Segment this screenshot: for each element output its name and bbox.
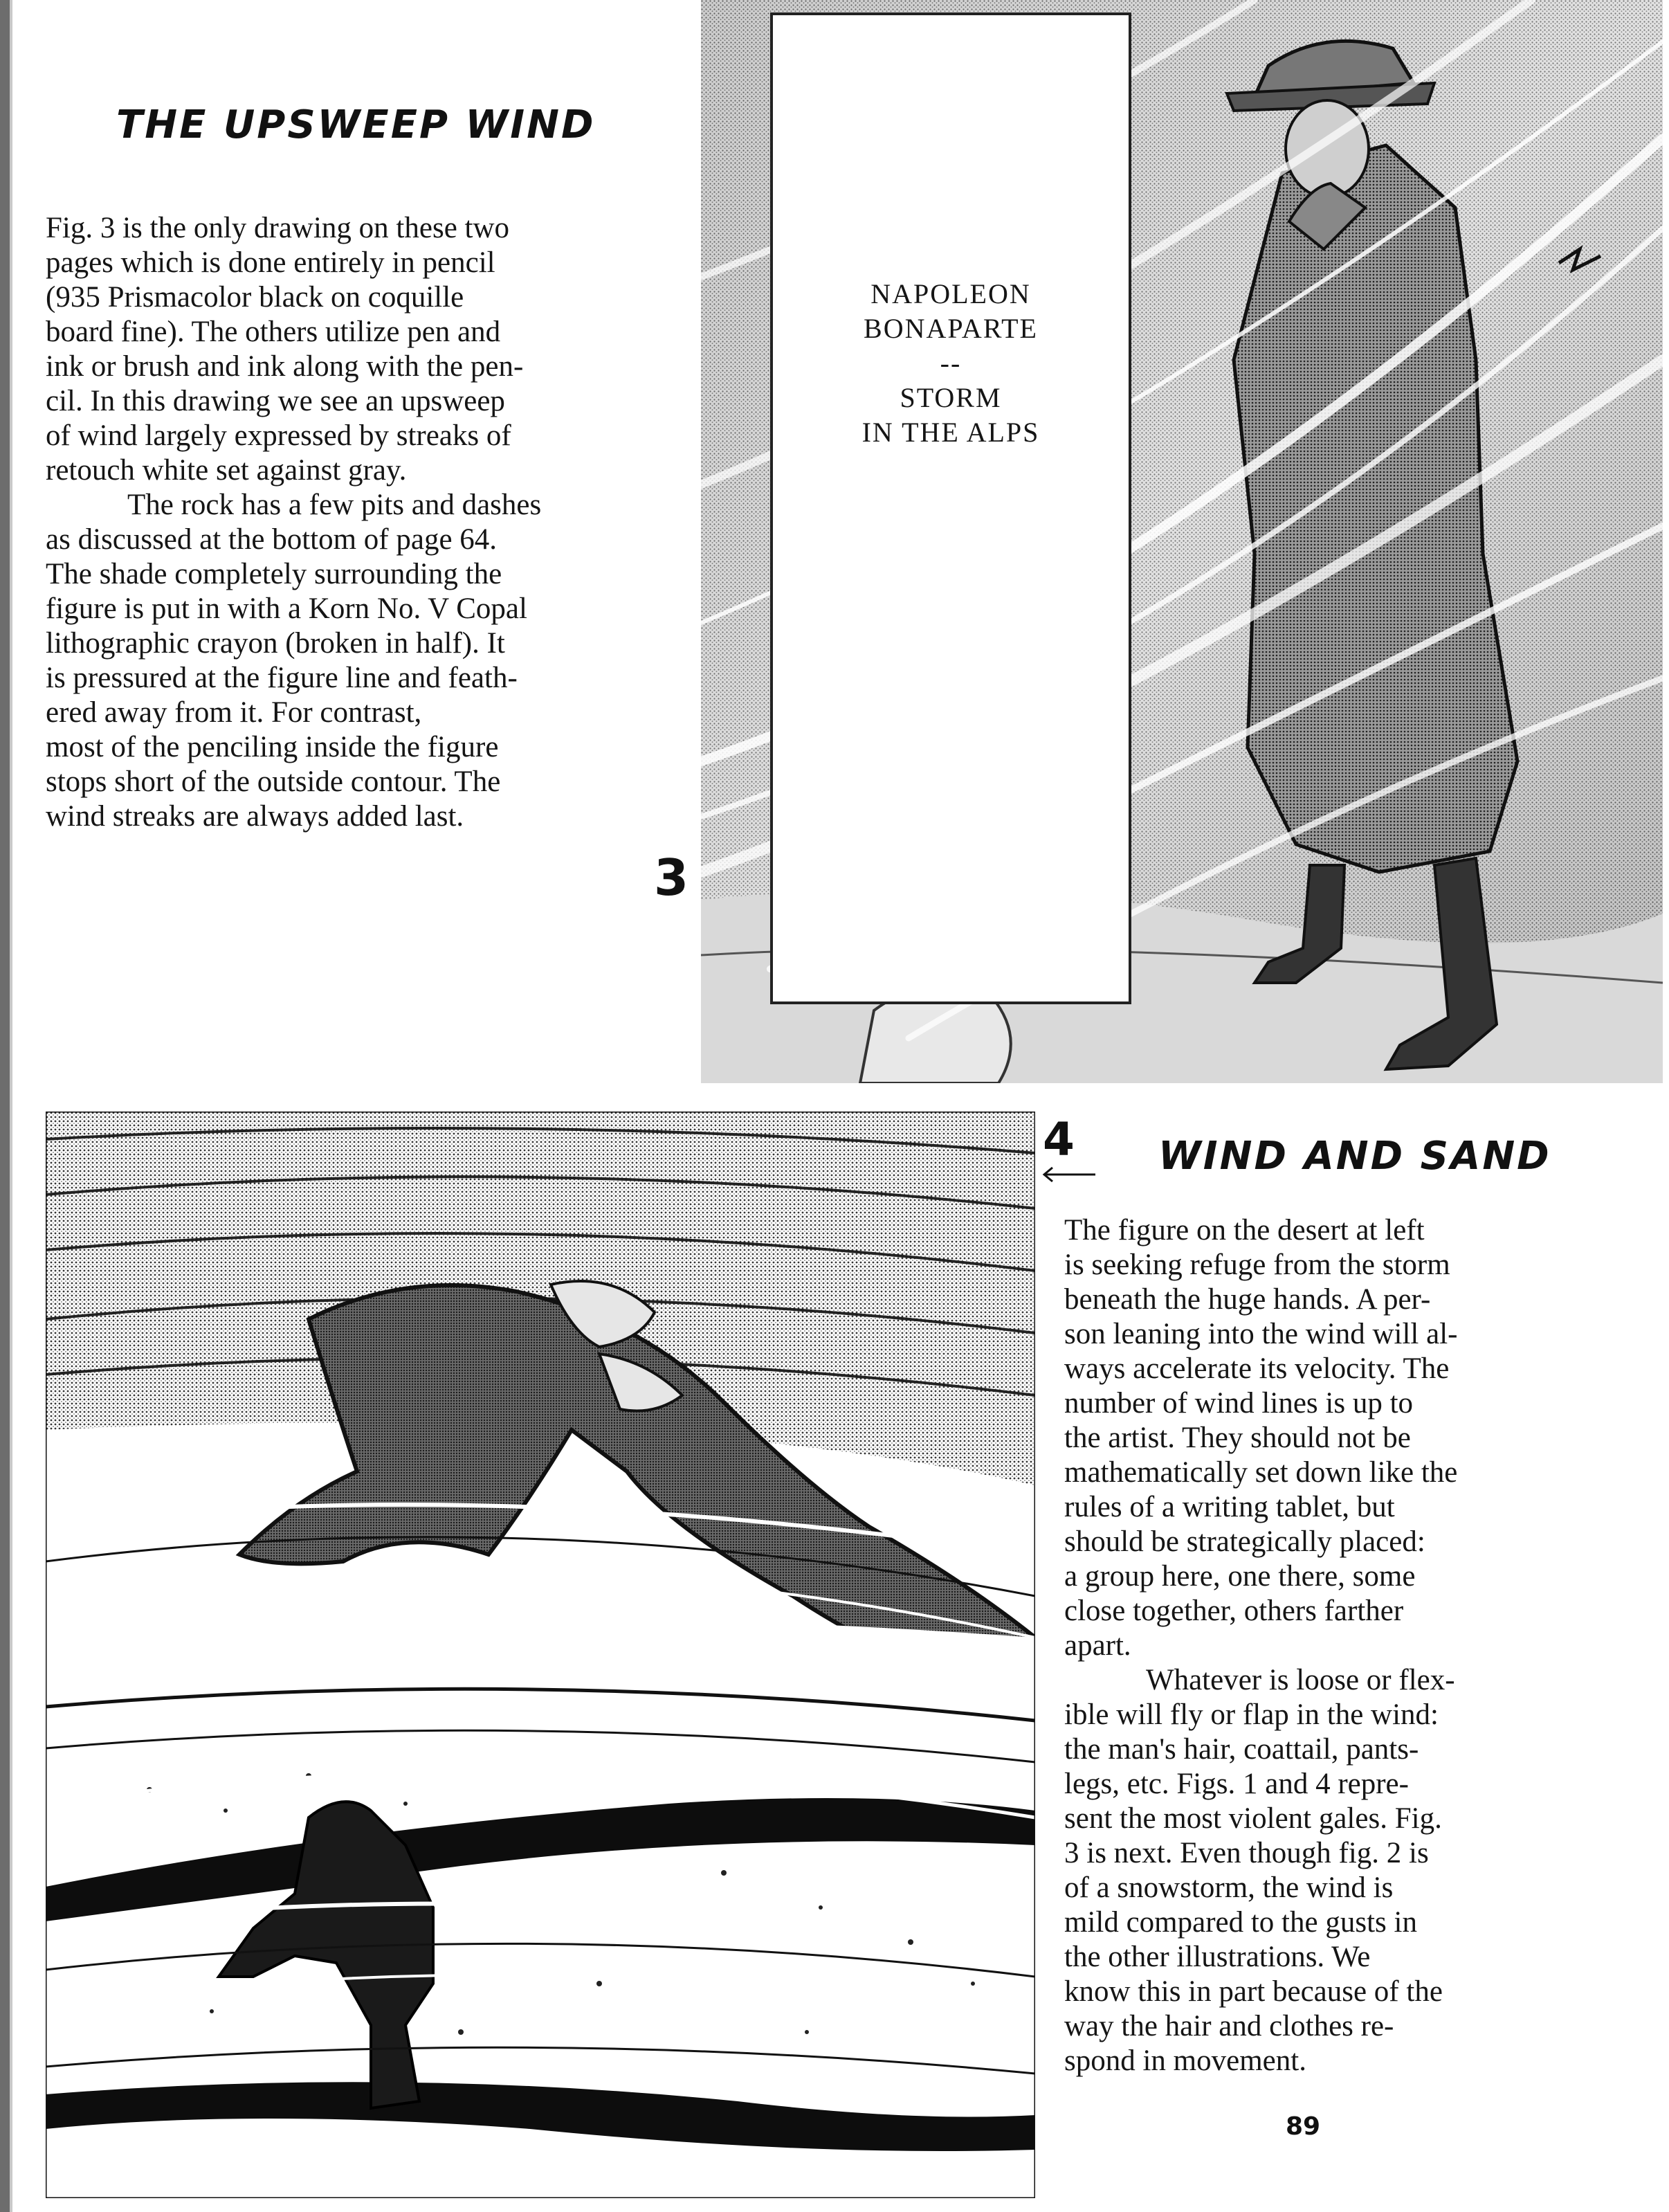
figure-3-label: 3 bbox=[654, 849, 689, 907]
caption-line: IN THE ALPS bbox=[861, 417, 1040, 448]
text-line: way the hair and clothes re- bbox=[1064, 2010, 1394, 2042]
text-line: figure is put in with a Korn No. V Copal bbox=[46, 592, 527, 625]
text-line: number of wind lines is up to bbox=[1064, 1387, 1414, 1420]
arrow-left-icon bbox=[1041, 1166, 1097, 1183]
page-number: 89 bbox=[1286, 2112, 1321, 2141]
text-line: rules of a writing tablet, but bbox=[1064, 1491, 1395, 1523]
text-line: wind streaks are always added last. bbox=[46, 800, 464, 833]
text-line: retouch white set against gray. bbox=[46, 454, 407, 487]
text-line: 3 is next. Even though fig. 2 is bbox=[1064, 1837, 1429, 1869]
page-binding-shadow bbox=[10, 0, 12, 2212]
text-line: the man's hair, coattail, pants- bbox=[1064, 1733, 1419, 1766]
text-line: ible will fly or flap in the wind: bbox=[1064, 1698, 1439, 1731]
heading-wind-and-sand: WIND AND SAND bbox=[1158, 1134, 1551, 1179]
text-line: son leaning into the wind will al- bbox=[1064, 1318, 1458, 1350]
text-line: of a snowstorm, the wind is bbox=[1064, 1871, 1394, 1904]
text-line: the artist. They should not be bbox=[1064, 1422, 1411, 1454]
caption-box bbox=[770, 12, 1131, 1004]
caption-line: -- bbox=[940, 347, 962, 379]
text-line: mathematically set down like the bbox=[1064, 1456, 1458, 1489]
text-line: the other illustrations. We bbox=[1064, 1941, 1371, 1973]
text-line: mild compared to the gusts in bbox=[1064, 1906, 1417, 1939]
text-line: ink or brush and ink along with the pen- bbox=[46, 350, 524, 383]
text-line: ways accelerate its velocity. The bbox=[1064, 1352, 1450, 1385]
text-line: stops short of the outside contour. The bbox=[46, 765, 501, 798]
sand-storm-drawing bbox=[46, 1112, 1035, 2198]
text-line: ered away from it. For contrast, bbox=[46, 696, 422, 729]
text-line: cil. In this drawing we see an upsweep bbox=[46, 385, 505, 417]
text-line: close together, others farther bbox=[1064, 1595, 1404, 1627]
text-line: lithographic crayon (broken in half). It bbox=[46, 627, 505, 660]
text-line: Fig. 3 is the only drawing on these two bbox=[46, 212, 510, 244]
text-line: is seeking refuge from the storm bbox=[1064, 1249, 1450, 1281]
text-line: The rock has a few pits and dashes bbox=[127, 489, 542, 521]
text-line: spond in movement. bbox=[1064, 2045, 1306, 2077]
text-line: apart. bbox=[1064, 1629, 1131, 1662]
text-line: beneath the huge hands. A per- bbox=[1064, 1283, 1431, 1316]
caption-line: STORM bbox=[900, 382, 1002, 413]
text-line: The shade completely surrounding the bbox=[46, 558, 502, 590]
text-line: (935 Prismacolor black on coquille bbox=[46, 281, 464, 314]
text-line: pages which is done entirely in pencil bbox=[46, 246, 495, 279]
text-line: board fine). The others utilize pen and bbox=[46, 316, 501, 348]
text-line: legs, etc. Figs. 1 and 4 repre- bbox=[1064, 1768, 1409, 1800]
caption-napoleon bbox=[773, 277, 1129, 450]
figure-4-illustration bbox=[46, 1112, 1035, 2198]
caption-line: NAPOLEON bbox=[870, 278, 1031, 309]
text-line: of wind largely expressed by streaks of bbox=[46, 419, 511, 452]
page-binding-edge bbox=[0, 0, 10, 2212]
figure-4-label: 4 bbox=[1043, 1113, 1075, 1166]
paragraph-upsweep-wind bbox=[46, 211, 541, 834]
text-line: The figure on the desert at left bbox=[1064, 1214, 1425, 1246]
text-line: as discussed at the bottom of page 64. bbox=[46, 523, 498, 556]
caption-line: BONAPARTE bbox=[864, 313, 1038, 344]
text-line: Whatever is loose or flex- bbox=[1146, 1664, 1455, 1696]
text-line: is pressured at the figure line and feath- bbox=[46, 662, 518, 694]
heading-upsweep-wind: THE UPSWEEP WIND bbox=[116, 102, 596, 147]
paragraph-wind-and-sand bbox=[1064, 1213, 1457, 2078]
text-line: a group here, one there, some bbox=[1064, 1560, 1416, 1593]
text-line: most of the penciling inside the figure bbox=[46, 731, 499, 763]
text-line: should be strategically placed: bbox=[1064, 1525, 1425, 1558]
text-line: know this in part because of the bbox=[1064, 1975, 1443, 2008]
text-line: sent the most violent gales. Fig. bbox=[1064, 1802, 1442, 1835]
